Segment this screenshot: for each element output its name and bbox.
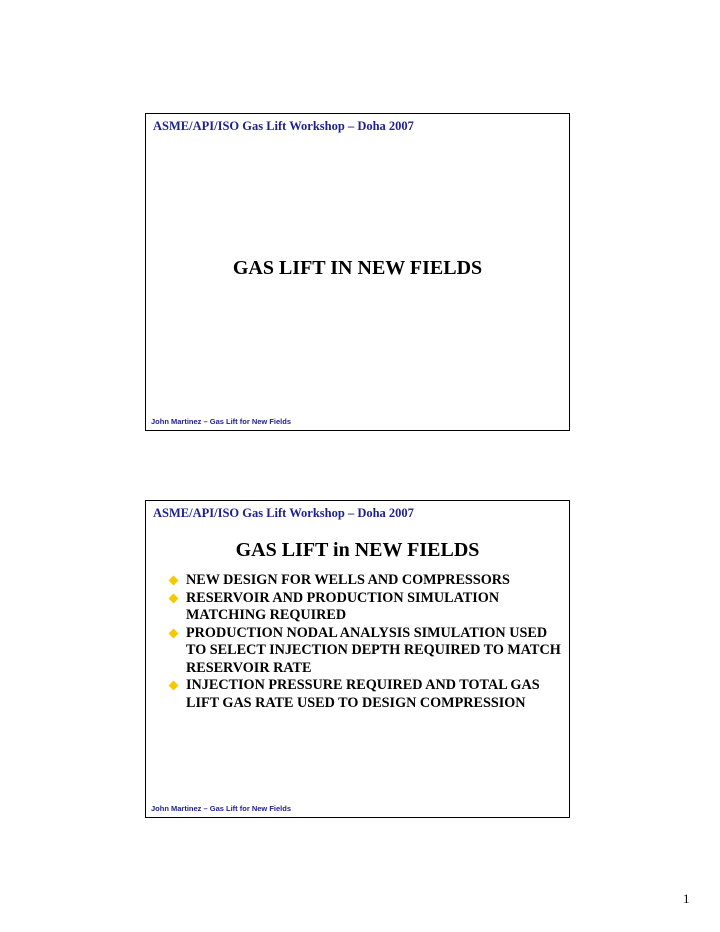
diamond-bullet-icon (169, 681, 179, 691)
bullet-text: RESERVOIR AND PRODUCTION SIMULATION MATCHING REQUIRED (186, 589, 500, 623)
bullet-text: PRODUCTION NODAL ANALYSIS SIMULATION USED TO SELECT INJECTION DEPTH REQUIRED TO MATCH RESERVOIR RATE (186, 624, 561, 676)
slide-1-title: GAS LIFT IN NEW FIELDS (232, 257, 483, 279)
slide-2-footer: John Martinez – Gas Lift for New Fields (151, 804, 292, 813)
page-number: 1 (683, 891, 690, 906)
bullet-item (168, 590, 563, 625)
slide-2-header: ASME/API/ISO Gas Lift Workshop – Doha 2007 (153, 506, 414, 520)
slide-1-footer: John Martinez – Gas Lift for New Fields (151, 417, 292, 426)
bullet-text: NEW DESIGN FOR WELLS AND COMPRESSORS (186, 572, 510, 588)
slide-2-title: GAS LIFT in NEW FIELDS (235, 539, 480, 561)
diamond-bullet-icon (169, 576, 179, 586)
diamond-bullet-icon (169, 593, 179, 603)
bullet-item (168, 572, 563, 590)
bullet-item (168, 625, 563, 678)
slide-1 (145, 113, 570, 431)
slide-2-bullet-list (168, 572, 563, 712)
slide-2 (145, 500, 570, 818)
diamond-bullet-icon (169, 628, 179, 638)
slide-1-header: ASME/API/ISO Gas Lift Workshop – Doha 2007 (153, 119, 414, 133)
bullet-text: INJECTION PRESSURE REQUIRED AND TOTAL GAS LIFT GAS RATE USED TO DESIGN COMPRESSION (186, 677, 540, 711)
bullet-item (168, 677, 563, 712)
